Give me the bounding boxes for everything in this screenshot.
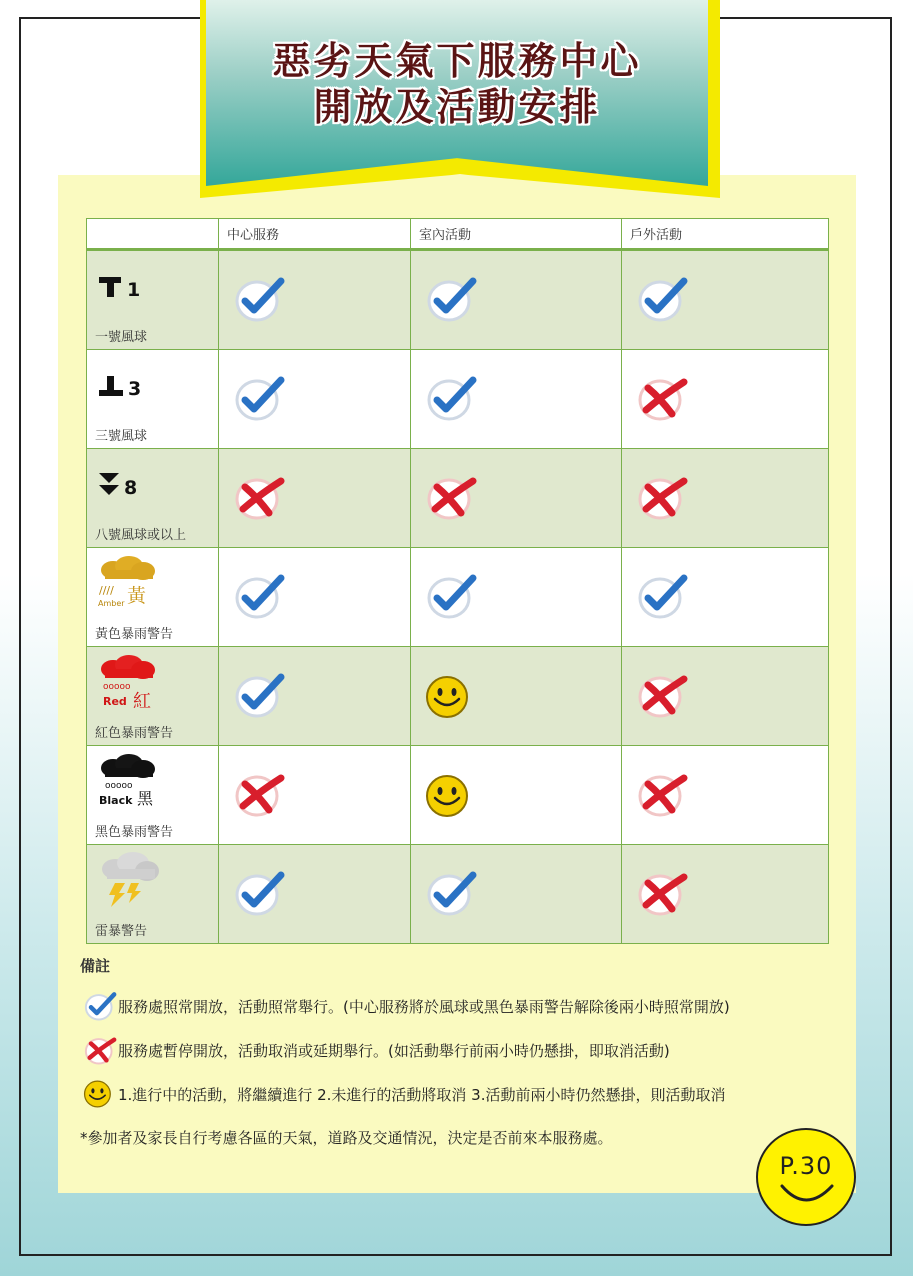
table-row [87,647,829,746]
amber-rainstorm-icon [97,556,161,608]
header-empty [87,219,219,250]
check-icon [423,374,479,422]
title-line-2: 開放及活動安排 [313,85,601,129]
mark-cell [411,845,622,944]
table-row [87,845,829,944]
note-item [82,1078,725,1110]
smiley-icon [423,671,479,719]
mark-cell [219,845,411,944]
signal-label: 三號風球 [95,429,148,444]
signal-label: 八號風球或以上 [95,528,187,543]
table-row [87,350,829,449]
mark-cell [411,548,622,647]
note-text: 服務處暫停開放，活動取消或延期舉行。(如活動舉行前兩小時仍懸掛，即取消活動) [118,1041,670,1060]
signal-number: 3 [128,378,142,400]
mark-cell [411,746,622,845]
note-item [82,1034,670,1066]
signal-sub: Black [99,794,133,807]
cross-icon [82,1034,118,1066]
table-row [87,548,829,647]
mark-cell [411,250,622,350]
typhoon-signal-3-icon [97,372,157,402]
check-icon [82,990,118,1022]
svg-text:ooooo: ooooo [105,781,133,791]
smiley-icon [82,1078,118,1110]
signal-cell [87,350,219,449]
mark-cell [622,647,829,746]
check-icon [423,572,479,620]
red-rainstorm-icon [97,655,161,711]
signal-number: 8 [124,477,138,499]
smiley-icon [423,770,479,818]
cross-icon [634,869,690,917]
footnote: *參加者及家長自行考慮各區的天氣，道路及交通情況，決定是否前來本服務處。 [80,1129,613,1147]
check-icon [634,275,690,323]
table-row [87,746,829,845]
signal-label: 一號風球 [95,330,148,345]
signal-cell [87,250,219,350]
notes-title: 備註 [80,957,111,975]
weather-arrangement-table [86,218,829,944]
mark-cell [411,449,622,548]
check-icon [634,572,690,620]
check-icon [231,374,287,422]
header-outdoor-activity: 戶外活動 [622,219,829,250]
mark-cell [622,350,829,449]
check-icon [231,572,287,620]
note-text: 1.進行中的活動，將繼續進行 2.未進行的活動將取消 3.活動前兩小時仍然懸掛，則活動取消 [118,1085,726,1104]
header-indoor-activity: 室內活動 [411,219,622,250]
svg-text:////: //// [99,584,114,597]
mark-cell [219,350,411,449]
header-center-service: 中心服務 [219,219,411,250]
page-title [206,38,708,130]
thunderstorm-icon [97,851,161,909]
svg-text:ooooo: ooooo [103,682,131,692]
mark-cell [219,250,411,350]
cross-icon [634,473,690,521]
signal-cell [87,647,219,746]
check-icon [231,869,287,917]
cross-icon [231,473,287,521]
typhoon-signal-1-icon [97,273,157,303]
signal-label: 黃色暴雨警告 [95,627,174,642]
mark-cell [411,350,622,449]
mark-cell [622,845,829,944]
cross-icon [634,671,690,719]
mark-cell [219,449,411,548]
title-line-1: 惡劣天氣下服務中心 [272,39,642,83]
mark-cell [219,548,411,647]
signal-cell [87,845,219,944]
signal-label: 紅色暴雨警告 [95,726,174,741]
page-number: P.30 [779,1152,833,1180]
mark-cell [219,746,411,845]
check-icon [423,275,479,323]
cross-icon [423,473,479,521]
signal-number: 1 [127,279,141,301]
mark-cell [411,647,622,746]
table-row [87,449,829,548]
typhoon-signal-8-icon [97,471,157,501]
signal-sub: Red [103,695,127,708]
signal-label: 雷暴警告 [95,924,148,939]
note-text: 服務處照常開放，活動照常舉行。(中心服務將於風球或黑色暴雨警告解除後兩小時照常開放) [118,997,730,1016]
table-row [87,250,829,350]
signal-cell [87,449,219,548]
check-icon [231,671,287,719]
mark-cell [622,746,829,845]
black-rainstorm-icon [97,754,161,810]
signal-char: 黃 [127,585,147,607]
signal-sub: Amber [98,599,125,608]
signal-char: 黑 [137,789,154,808]
signal-cell [87,746,219,845]
check-icon [231,275,287,323]
note-item [82,990,730,1022]
cross-icon [634,770,690,818]
cross-icon [634,374,690,422]
signal-cell [87,548,219,647]
mark-cell [219,647,411,746]
table-header-row [87,219,829,250]
mark-cell [622,548,829,647]
signal-char: 紅 [133,691,151,711]
smile-icon [756,1128,856,1226]
mark-cell [622,250,829,350]
mark-cell [622,449,829,548]
page-number-badge [756,1128,856,1226]
check-icon [423,869,479,917]
cross-icon [231,770,287,818]
signal-label: 黑色暴雨警告 [95,825,174,840]
